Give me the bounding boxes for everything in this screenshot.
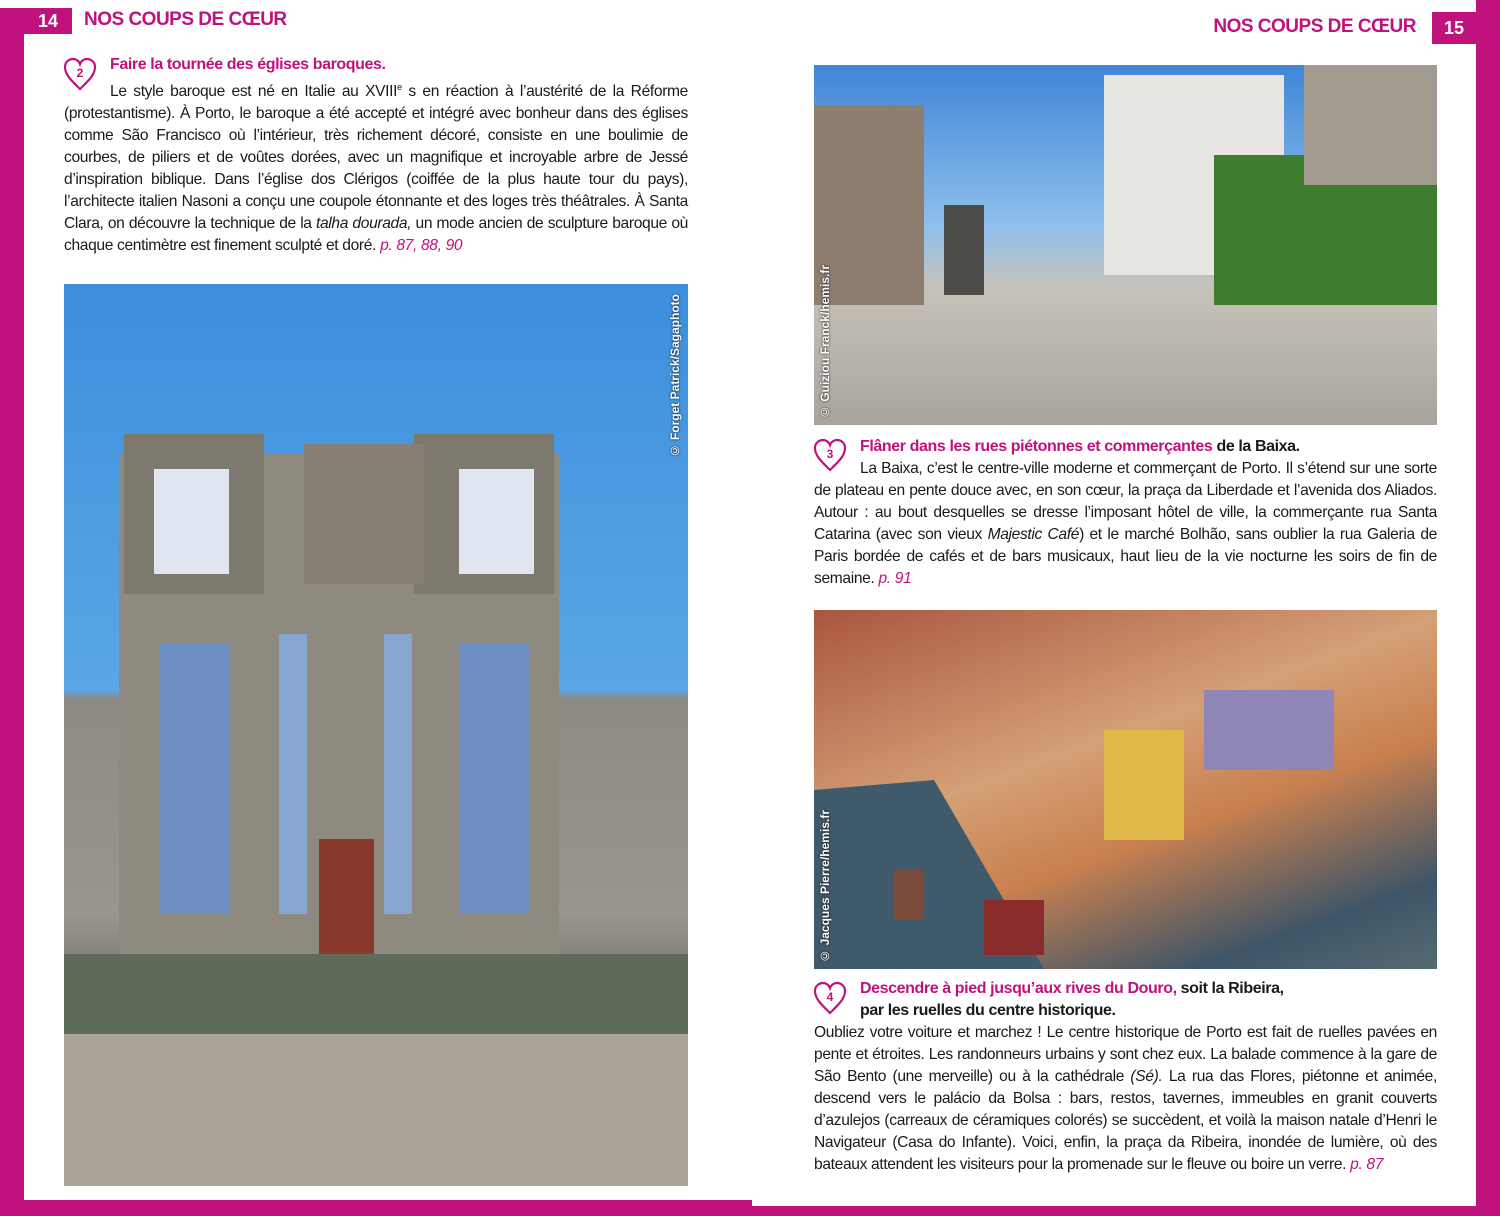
section-title: Descendre à pied jusqu’aux rives du Douro, <box>860 980 1177 997</box>
section-title: Faire la tournée des églises baroques. <box>110 56 386 73</box>
photo-credit: © Guiziou Franck/hemis.fr <box>818 264 832 419</box>
right-page-edge <box>1476 0 1500 1216</box>
svg-text:2: 2 <box>76 66 84 80</box>
section-title: Flâner dans les rues piétonnes et commerçantes <box>860 438 1213 455</box>
running-head-right: NOS COUPS DE CŒUR <box>1213 16 1416 37</box>
page-number-left: 14 <box>24 8 72 34</box>
section-baixa: Flâner dans les rues piétonnes et commerçantes de la Baixa. La Baixa, c’est le centre-ville moderne et commerçant de Porto. Il s’étend sur une sorte de plateau en pente douce avec, en son cœur, la praça da Liberdade et l’avenida dos Aliados. Autour : au bout desquelles se dresse l’imposant hôtel de ville, la commerçante rua Santa Catarina (avec son vieux Majestic Café) et le marché Bolhão, sans oublier la rua Galeria de Paris bordée de cafés et de bars musicaux, haut lieu de la vie nocturne les soirs de fin de semaine. p. 91 <box>814 438 1437 587</box>
left-page-bottom-edge <box>0 1200 752 1216</box>
section-baroque-churches: Faire la tournée des églises baroques. Le style baroque est né en Italie au XVIIIe s en réaction à l’austérité de la Réforme (protestantisme). À Porto, le baroque a été accepté et intégré avec bonheur dans des églises comme São Francisco où l’intérieur, très richement décoré, consiste en une boulimie de courbes, de piliers et de voûtes dorées, avec un magnifique et incroyable arbre de Jessé d’inspiration biblique. Dans l’église dos Clérigos (coiffée de la plus haute tour du pays), l’architecte italien Nasoni a conçu une coupole étonnante et des loges très théâtrales. À Santa Clara, on découvre la technique de la talha dourada, un mode ancien de sculpture baroque où chaque centimètre est finement sculpté et doré. p. 87, 88, 90 <box>64 56 688 255</box>
section-ribeira: Descendre à pied jusqu’aux rives du Douro, soit la Ribeira, par les ruelles du centre historique. Oubliez votre voiture et marchez ! Le centre historique de Porto est fait de ruelles pavées en pente et étroites. Les randonneurs urbains y sont chez eux. La balade commence à la gare de São Bento (une merveille) ou à la cathédrale (Sé). La rua das Flores, piétonne et animée, descend vers le palácio da Bolsa : bars, restos, tavernes, immeubles en granit couverts d’azulejos (carreaux de céramiques colorés) se succèdent, et voilà la maison natale d’Henri le Navigateur (Casa do Infante). Voici, enfin, la praça da Ribeira, inondée de lumière, où des bateaux attendent les visiteurs pour la promenade sur le fleuve ou boire un verre. p. 87 <box>814 980 1437 1173</box>
page-number-right: 15 <box>1432 12 1476 44</box>
photo-avenida-dos-aliados <box>814 65 1437 425</box>
page-reference: p. 87, 88, 90 <box>380 237 463 255</box>
church-facade-illustration <box>64 284 688 1186</box>
left-page-edge <box>0 8 24 1216</box>
svg-text:3: 3 <box>826 447 834 461</box>
page-reference: p. 91 <box>878 570 912 587</box>
svg-text:4: 4 <box>826 990 834 1004</box>
running-head-left: NOS COUPS DE CŒUR <box>84 9 287 30</box>
photo-igreja-santo-ildefonso <box>64 284 688 1186</box>
street-scene-illustration <box>814 65 1437 425</box>
photo-credit: © Forget Patrick/Sagaphoto <box>668 294 682 458</box>
photo-credit: © Jacques Pierre/hemis.fr <box>818 810 832 963</box>
page-reference: p. 87 <box>1350 1156 1384 1173</box>
riverside-illustration <box>814 610 1437 969</box>
photo-ribeira <box>814 610 1437 969</box>
right-page-bottom-edge <box>752 1206 1500 1216</box>
